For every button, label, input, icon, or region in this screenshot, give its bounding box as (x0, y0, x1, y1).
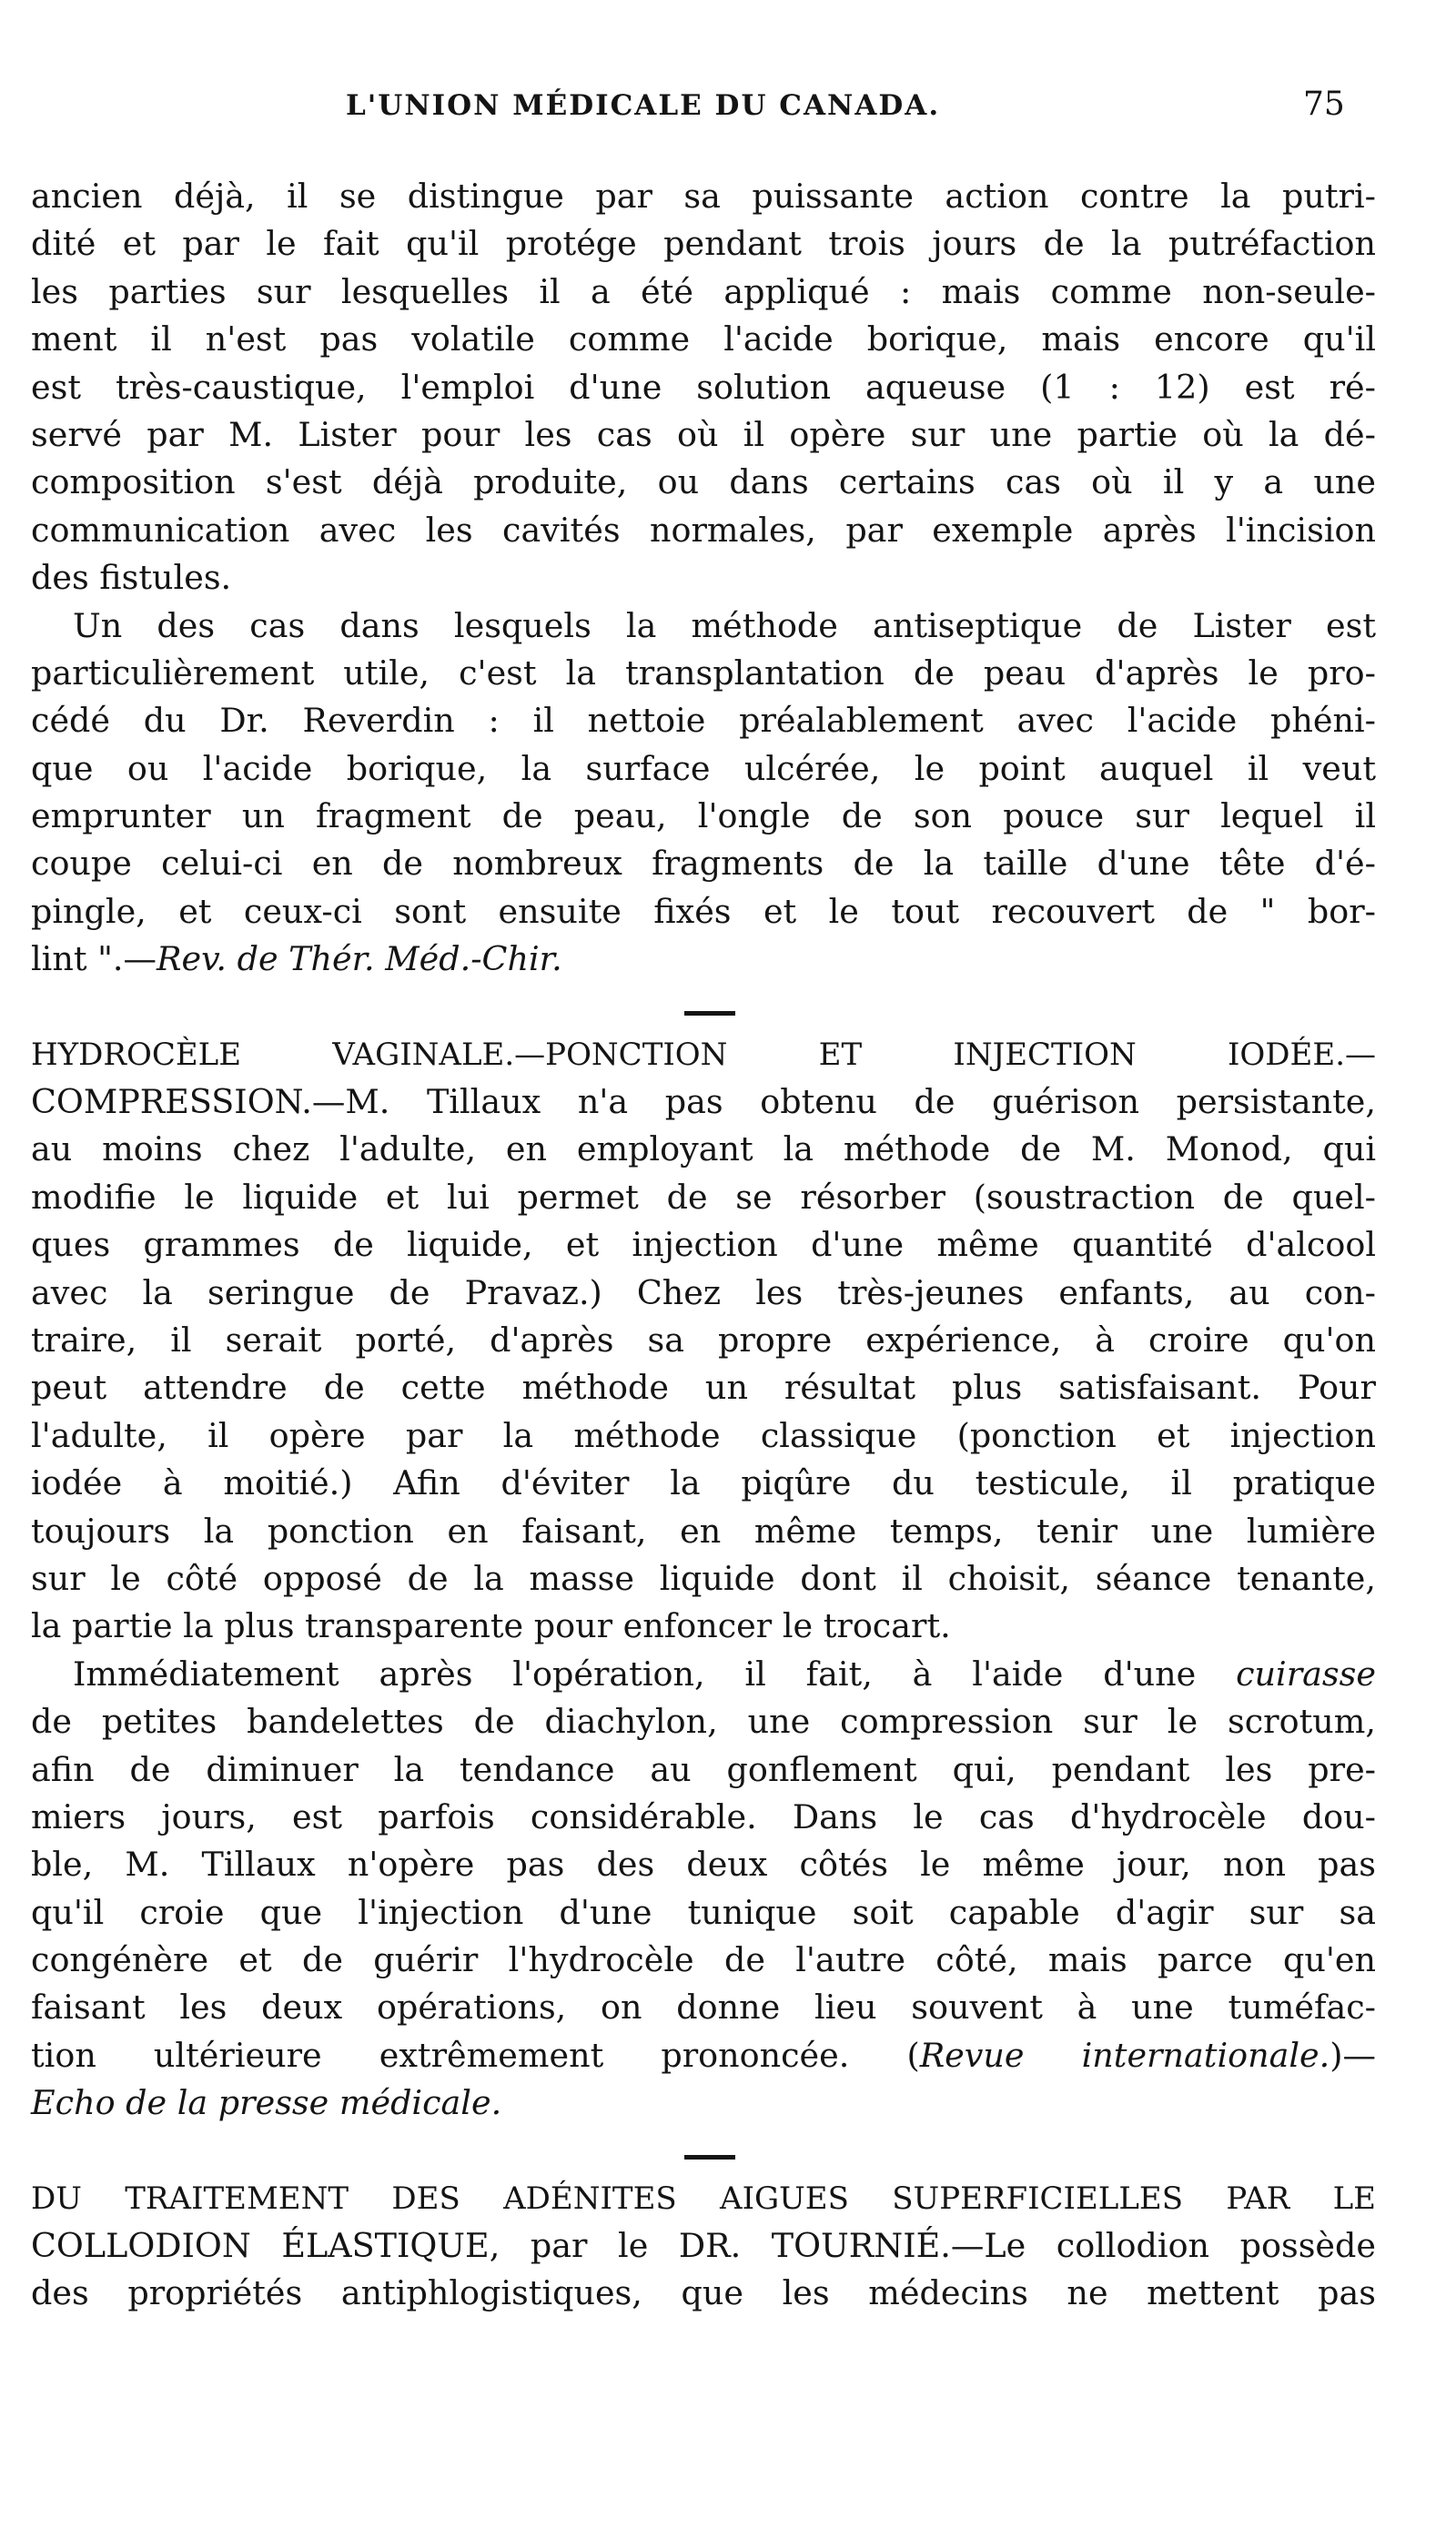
text-fragment: lint ".— (31, 939, 157, 979)
text-line: sur le côté opposé de la masse liquide dont il choisit, séance tenante, (31, 1558, 1376, 1598)
text-line: l'adulte, il opère par la méthode classique (ponction et injection (31, 1415, 1376, 1455)
source-citation: Rev. de Thér. Méd.-Chir. (157, 939, 562, 979)
source-citation: Echo de la presse médicale. (31, 2083, 502, 2123)
text-line: les parties sur lesquelles il a été appliqué : mais comme non-seule- (31, 271, 1376, 311)
text-line (31, 936, 1376, 983)
text-line (31, 2079, 1376, 2127)
section-divider (31, 2128, 1376, 2175)
text-line: des propriétés antiphlogistiques, que les médecins ne mettent pas (31, 2273, 1376, 2313)
text-line: peut attendre de cette méthode un résultat plus satisfaisant. Pour (31, 1368, 1376, 1408)
section-divider (31, 984, 1376, 1031)
text-line: congénère et de guérir l'hydrocèle de l'autre côté, mais parce qu'en (31, 1940, 1376, 1980)
text-fragment: tion ultérieure extrêmement prononcée. ( (31, 2035, 920, 2075)
text-line: au moins chez l'adulte, en employant la méthode de M. Monod, qui (31, 1129, 1376, 1169)
text-line: toujours la ponction en faisant, en même temps, tenir une lumière (31, 1511, 1376, 1551)
text-fragment: Immédiatement après l'opération, il fait, à l'aide d'une (73, 1654, 1237, 1694)
text-fragment: )— (1330, 2035, 1376, 2075)
text-line: miers jours, est parfois considérable. Dans le cas d'hydrocèle dou- (31, 1796, 1376, 1836)
text-line: ancien déjà, il se distingue par sa puissante action contre la putri- (31, 177, 1376, 216)
text-line: afin de diminuer la tendance au gonflement qui, pendant les pre- (31, 1749, 1376, 1789)
text-line: ment il n'est pas volatile comme l'acide borique, mais encore qu'il (31, 319, 1376, 359)
article-heading: COLLODION ÉLASTIQUE, par le DR. TOURNIÉ. (31, 2226, 951, 2266)
text-line: emprunter un fragment de peau, l'ongle de son pouce sur lequel il (31, 796, 1376, 836)
text-fragment: —Le collodion possède (950, 2226, 1376, 2266)
page-number: 75 (1303, 86, 1345, 123)
text-line: communication avec les cavités normales, par exemple après l'incision (31, 510, 1376, 550)
text-line: que ou l'acide borique, la surface ulcérée, le point auquel il veut (31, 748, 1376, 788)
text-line: qu'il croie que l'injection d'une tunique soit capable d'agir sur sa (31, 1892, 1376, 1932)
text-line (31, 1651, 1376, 1698)
text-line: Un des cas dans lesquels la méthode antiseptique de Lister est (73, 605, 1376, 645)
page-body (31, 173, 1376, 2318)
text-line: composition s'est déjà produite, ou dans certains cas où il y a une (31, 462, 1376, 502)
text-line: iodée à moitié.) Afin d'éviter la piqûre du testicule, il pratique (31, 1463, 1376, 1503)
running-title: L'UNION MÉDICALE DU CANADA. (346, 89, 941, 122)
text-line: cédé du Dr. Reverdin : il nettoie préalablement avec l'acide phéni- (31, 701, 1376, 741)
text-line: modifie le liquide et lui permet de se résorber (soustraction de quel- (31, 1177, 1376, 1217)
text-line: est très-caustique, l'emploi d'une solution aqueuse (1 : 12) est ré- (31, 367, 1376, 407)
text-line: coupe celui-ci en de nombreux fragments de la taille d'une tête d'é- (31, 844, 1376, 884)
text-line (31, 2222, 1376, 2270)
text-line: pingle, et ceux-ci sont ensuite fixés et le tout recouvert de " bor- (31, 891, 1376, 931)
article-heading: HYDROCÈLE VAGINALE.—PONCTION ET INJECTION IODÉE.— (31, 1036, 1376, 1073)
source-citation: Revue internationale. (919, 2035, 1330, 2075)
text-line: COMPRESSION.—M. Tillaux n'a pas obtenu de guérison persistante, (31, 1082, 1376, 1122)
text-line: ques grammes de liquide, et injection d'une même quantité d'alcool (31, 1225, 1376, 1265)
text-line: dité et par le fait qu'il protége pendant trois jours de la putréfaction (31, 224, 1376, 264)
text-line: la partie la plus transparente pour enfoncer le trocart. (31, 1606, 951, 1646)
text-line: de petites bandelettes de diachylon, une compression sur le scrotum, (31, 1702, 1376, 1742)
text-line (31, 2032, 1376, 2079)
text-line: particulièrement utile, c'est la transplantation de peau d'après le pro- (31, 652, 1376, 693)
text-line: traire, il serait porté, d'après sa propre expérience, à croire qu'on (31, 1320, 1376, 1360)
text-line: servé par M. Lister pour les cas où il opère sur une partie où la dé- (31, 414, 1376, 454)
text-line: avec la seringue de Pravaz.) Chez les très-jeunes enfants, au con- (31, 1272, 1376, 1312)
text-line: des fistules. (31, 558, 232, 598)
article-heading: DU TRAITEMENT DES ADÉNITES AIGUES SUPERFICIELLES PAR LE (31, 2180, 1376, 2217)
text-line: faisant les deux opérations, on donne lieu souvent à une tuméfac- (31, 1988, 1376, 2028)
text-line: ble, M. Tillaux n'opère pas des deux côtés le même jour, non pas (31, 1845, 1376, 1885)
italic-term: cuirasse (1236, 1654, 1376, 1694)
